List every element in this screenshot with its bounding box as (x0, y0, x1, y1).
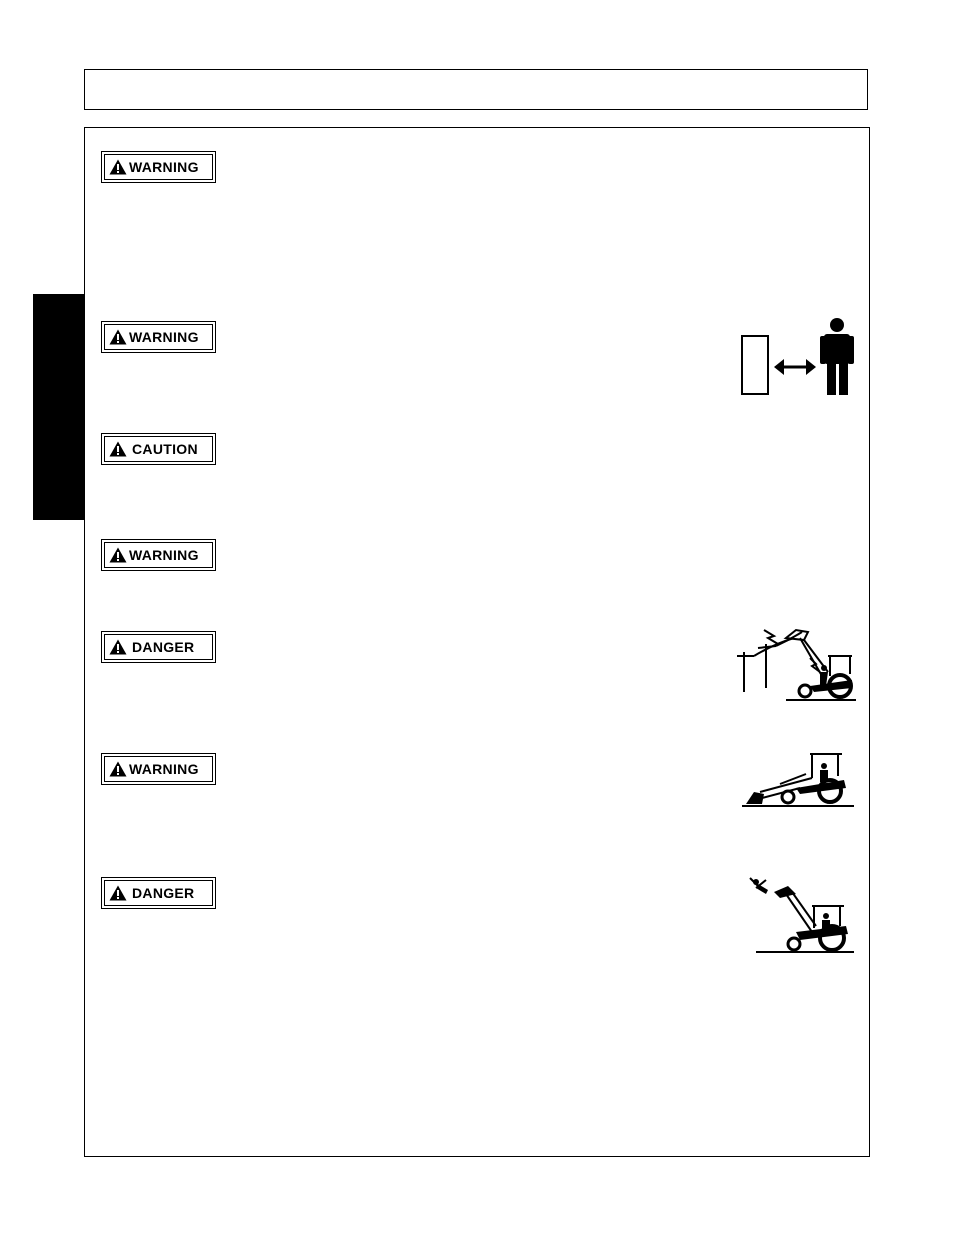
warning-triangle-icon (109, 329, 127, 345)
warning-label (101, 151, 216, 183)
power-line-hazard-icon (734, 624, 856, 704)
tractor-loader-icon (740, 748, 856, 810)
warning-label (101, 753, 216, 785)
signal-word: WARNING (129, 329, 199, 345)
signal-word: CAUTION (132, 441, 198, 457)
danger-label (101, 631, 216, 663)
page-header-box (84, 69, 868, 110)
signal-word: DANGER (132, 885, 195, 901)
section-side-tab (33, 294, 84, 520)
warning-triangle-icon (109, 639, 127, 655)
warning-label (101, 321, 216, 353)
caution-label (101, 433, 216, 465)
danger-label (101, 877, 216, 909)
warning-triangle-icon (109, 159, 127, 175)
keep-distance-person-icon (738, 316, 858, 398)
warning-triangle-icon (109, 885, 127, 901)
warning-triangle-icon (109, 441, 127, 457)
warning-label (101, 539, 216, 571)
signal-word: WARNING (129, 761, 199, 777)
person-falling-from-loader-icon (744, 870, 856, 956)
signal-word: WARNING (129, 547, 199, 563)
signal-word: DANGER (132, 639, 195, 655)
signal-word: WARNING (129, 159, 199, 175)
warning-triangle-icon (109, 761, 127, 777)
warning-triangle-icon (109, 547, 127, 563)
